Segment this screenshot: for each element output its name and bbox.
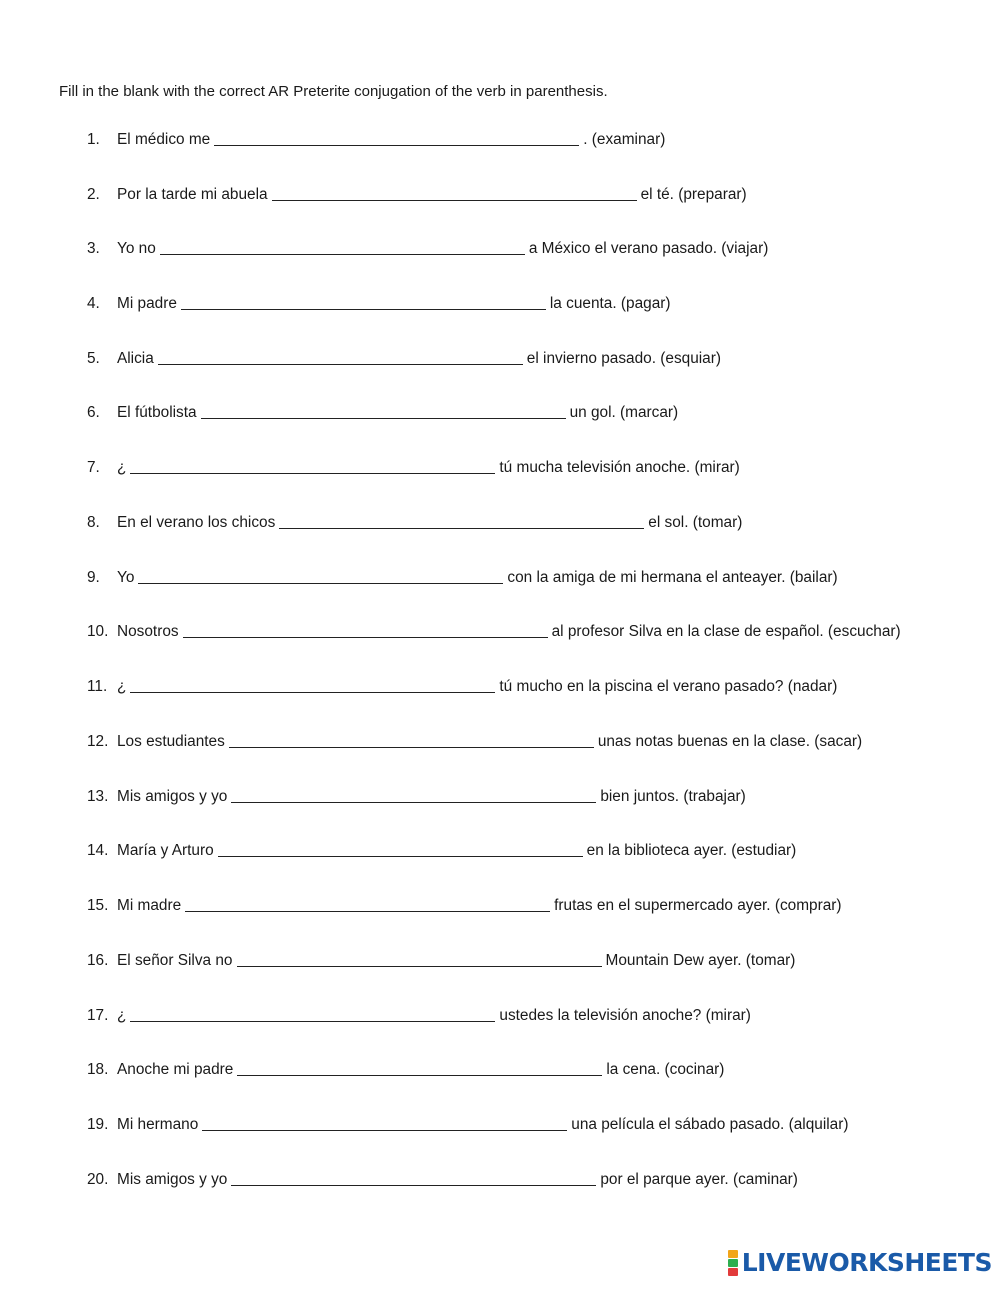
- question-prefix: Yo: [117, 569, 135, 586]
- question-prefix: Mi hermano: [117, 1116, 199, 1133]
- answer-blank[interactable]: [130, 1019, 495, 1022]
- question-suffix: con la amiga de mi hermana el anteayer. (bailar): [507, 569, 838, 586]
- answer-blank[interactable]: [158, 362, 523, 365]
- question-suffix: el invierno pasado. (esquiar): [526, 350, 721, 367]
- question-suffix: tú mucho en la piscina el verano pasado? (nadar): [499, 678, 838, 695]
- question-prefix: Mis amigos y yo: [117, 1171, 228, 1188]
- question-item: [87, 1059, 724, 1081]
- answer-blank[interactable]: [237, 964, 602, 967]
- question-number: 18.: [87, 1061, 109, 1078]
- answer-blank[interactable]: [201, 416, 566, 419]
- logo-block: [728, 1268, 738, 1276]
- question-suffix: el sol. (tomar): [648, 514, 743, 531]
- question-prefix: Por la tarde mi abuela: [117, 186, 268, 203]
- question-number: 2.: [87, 186, 100, 203]
- question-item: [87, 184, 747, 206]
- question-prefix: Mis amigos y yo: [117, 788, 228, 805]
- instructions-text: Fill in the blank with the correct AR Preterite conjugation of the verb in parenthesis.: [59, 83, 608, 100]
- question-item: [87, 567, 838, 589]
- question-item: [87, 786, 746, 808]
- answer-blank[interactable]: [231, 800, 596, 803]
- question-number: 9.: [87, 569, 100, 586]
- answer-blank[interactable]: [181, 307, 546, 310]
- question-number: 16.: [87, 952, 109, 969]
- question-prefix: En el verano los chicos: [117, 514, 276, 531]
- question-number: 3.: [87, 240, 100, 257]
- question-prefix: El médico me: [117, 131, 211, 148]
- question-prefix: Yo no: [117, 240, 156, 257]
- answer-blank[interactable]: [237, 1073, 602, 1076]
- question-suffix: el té. (preparar): [640, 186, 747, 203]
- liveworksheets-logo[interactable]: [728, 1248, 992, 1277]
- question-number: 5.: [87, 350, 100, 367]
- question-prefix: Los estudiantes: [117, 733, 225, 750]
- question-item: [87, 1005, 751, 1027]
- question-number: 7.: [87, 459, 100, 476]
- question-prefix: El fútbolista: [117, 404, 197, 421]
- question-suffix: . (examinar): [583, 131, 666, 148]
- answer-blank[interactable]: [214, 143, 579, 146]
- question-suffix: la cena. (cocinar): [606, 1061, 725, 1078]
- question-prefix: Alicia: [117, 350, 154, 367]
- question-item: [87, 348, 721, 370]
- question-number: 6.: [87, 404, 100, 421]
- question-prefix: María y Arturo: [117, 842, 214, 859]
- answer-blank[interactable]: [279, 526, 644, 529]
- question-number: 15.: [87, 897, 109, 914]
- question-item: [87, 1169, 798, 1191]
- question-prefix: Anoche mi padre: [117, 1061, 234, 1078]
- question-item: [87, 512, 742, 534]
- question-prefix: ¿: [117, 1007, 127, 1024]
- question-suffix: unas notas buenas en la clase. (sacar): [597, 733, 863, 750]
- question-prefix: Mi madre: [117, 897, 182, 914]
- question-item: [87, 731, 862, 753]
- question-suffix: al profesor Silva en la clase de español. (escuchar): [551, 623, 901, 640]
- question-item: [87, 676, 837, 698]
- question-suffix: ustedes la televisión anoche? (mirar): [499, 1007, 751, 1024]
- question-suffix: la cuenta. (pagar): [549, 295, 671, 312]
- answer-blank[interactable]: [138, 581, 503, 584]
- answer-blank[interactable]: [183, 635, 548, 638]
- question-suffix: a México el verano pasado. (viajar): [528, 240, 769, 257]
- answer-blank[interactable]: [272, 198, 637, 201]
- question-item: [87, 402, 678, 424]
- question-number: 1.: [87, 131, 100, 148]
- answer-blank[interactable]: [218, 854, 583, 857]
- question-prefix: Nosotros: [117, 623, 179, 640]
- question-item: [87, 457, 740, 479]
- logo-text: LIVEWORKSHEETS: [741, 1248, 992, 1277]
- question-number: 12.: [87, 733, 109, 750]
- question-item: [87, 950, 795, 972]
- answer-blank[interactable]: [160, 252, 525, 255]
- question-item: [87, 840, 796, 862]
- question-suffix: tú mucha televisión anoche. (mirar): [499, 459, 740, 476]
- question-number: 17.: [87, 1007, 109, 1024]
- question-number: 10.: [87, 623, 109, 640]
- answer-blank[interactable]: [130, 471, 495, 474]
- question-item: [87, 621, 901, 643]
- question-suffix: en la biblioteca ayer. (estudiar): [586, 842, 797, 859]
- question-number: 4.: [87, 295, 100, 312]
- logo-block: [728, 1250, 738, 1258]
- question-number: 14.: [87, 842, 109, 859]
- question-item: [87, 238, 768, 260]
- answer-blank[interactable]: [185, 909, 550, 912]
- question-suffix: frutas en el supermercado ayer. (comprar): [554, 897, 842, 914]
- question-number: 19.: [87, 1116, 109, 1133]
- question-item: [87, 895, 842, 917]
- question-item: [87, 293, 671, 315]
- question-item: [87, 1114, 849, 1136]
- question-prefix: El señor Silva no: [117, 952, 233, 969]
- question-number: 13.: [87, 788, 109, 805]
- question-item: [87, 129, 665, 151]
- question-suffix: un gol. (marcar): [569, 404, 679, 421]
- question-prefix: ¿: [117, 678, 127, 695]
- logo-blocks-icon: [728, 1250, 738, 1276]
- answer-blank[interactable]: [231, 1183, 596, 1186]
- question-number: 8.: [87, 514, 100, 531]
- question-prefix: Mi padre: [117, 295, 177, 312]
- question-suffix: por el parque ayer. (caminar): [600, 1171, 798, 1188]
- question-suffix: bien juntos. (trabajar): [600, 788, 746, 805]
- logo-block: [728, 1259, 738, 1267]
- question-prefix: ¿: [117, 459, 127, 476]
- question-suffix: una película el sábado pasado. (alquilar): [571, 1116, 849, 1133]
- answer-blank[interactable]: [229, 745, 594, 748]
- answer-blank[interactable]: [130, 690, 495, 693]
- question-number: 11.: [87, 678, 108, 695]
- question-suffix: Mountain Dew ayer. (tomar): [605, 952, 796, 969]
- answer-blank[interactable]: [202, 1128, 567, 1131]
- question-number: 20.: [87, 1171, 109, 1188]
